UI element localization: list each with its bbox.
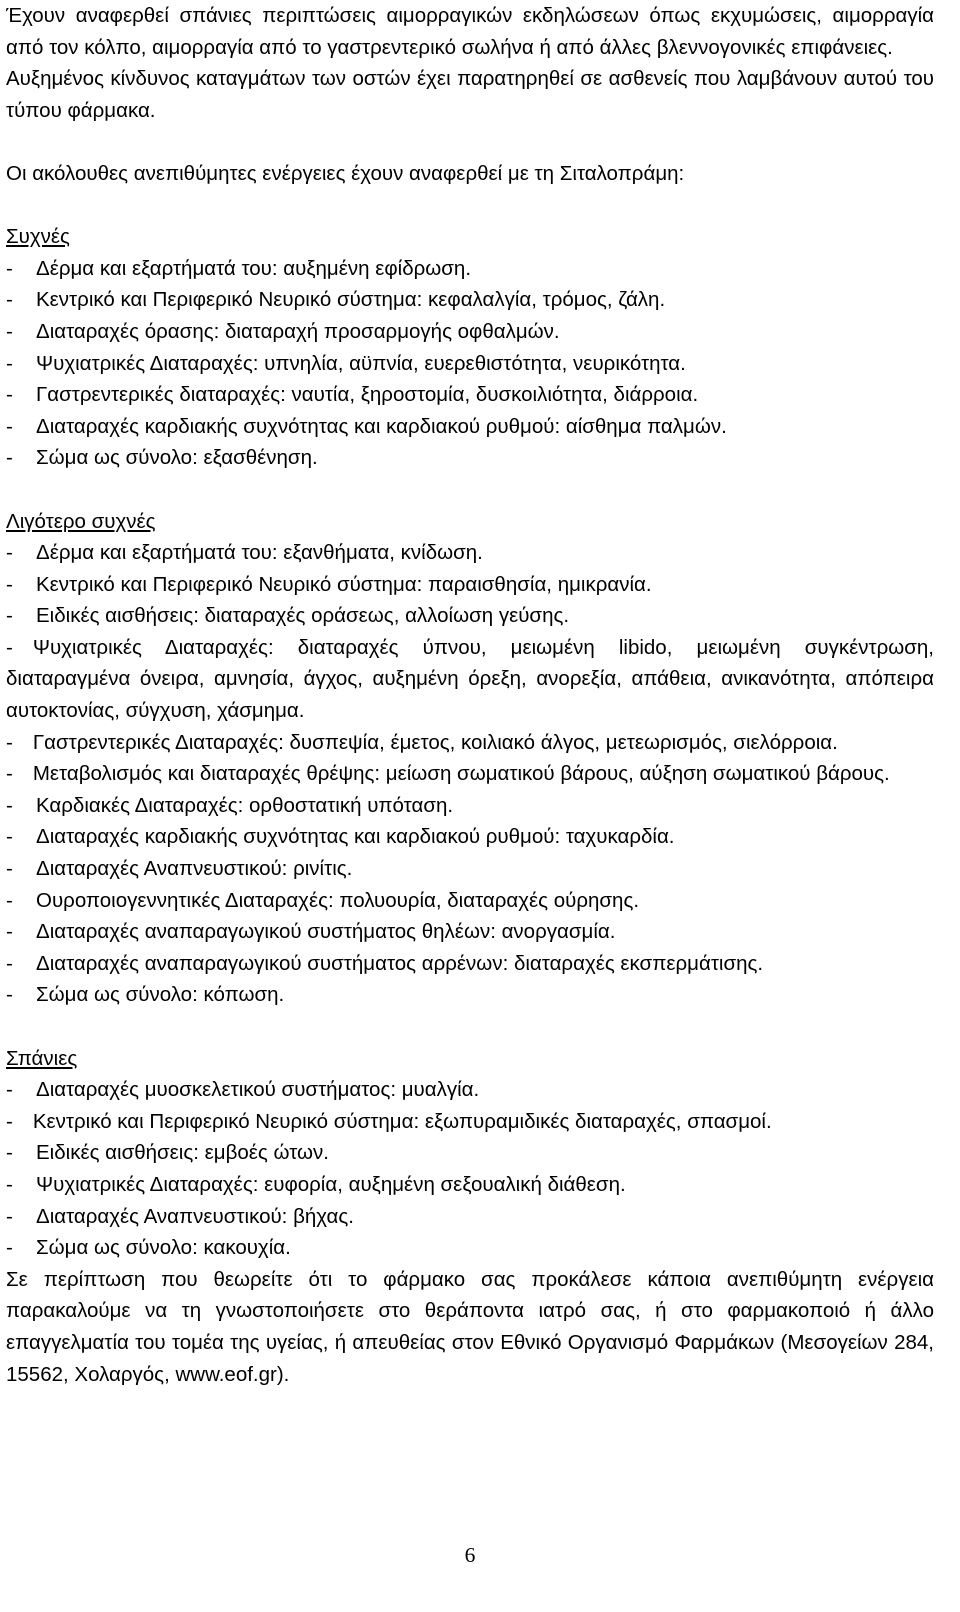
- list-item: [6, 1137, 934, 1169]
- dash-marker: -: [6, 920, 13, 944]
- lead-sentence: Οι ακόλουθες ανεπιθύμητες ενέργειες έχουν αναφερθεί με τη Σιταλοπράμη:: [6, 161, 685, 185]
- list-item: [6, 916, 934, 948]
- list-item-text: Σώμα ως σύνολο: κακουχία.: [36, 1236, 291, 1260]
- list-item: [6, 316, 934, 348]
- intro-paragraph-2: Αυξημένος κίνδυνος καταγμάτων των οστών έχει παρατηρηθεί σε ασθενείς που λαμβάνουν αυτού του τύπου φάρμακα.: [6, 67, 934, 122]
- intro-paragraph-1: Έχουν αναφερθεί σπάνιες περιπτώσεις αιμορραγικών εκδηλώσεων όπως εκχυμώσεις, αιμορραγία από τον κόλπο, αιμορραγία από το γαστρεντερικό σωλήνα ή από άλλες βλεννογονικές επιφάνειες.: [6, 4, 934, 59]
- dash-marker: -: [6, 1109, 13, 1133]
- list-item-wrapped: [6, 632, 934, 727]
- dash-marker: -: [6, 951, 13, 975]
- dash-marker: -: [6, 825, 13, 849]
- list-item-text: Κεντρικό και Περιφερικό Νευρικό σύστημα: εξωπυραμιδικές διαταραχές, σπασμοί.: [32, 1109, 772, 1133]
- list-item: [6, 1169, 934, 1201]
- list-item-text: Διαταραχές Αναπνευστικού: ρινίτις.: [36, 857, 353, 881]
- section-frequent: [6, 221, 934, 474]
- list-item-text: Διαταραχές Αναπνευστικού: βήχας.: [36, 1204, 354, 1228]
- dash-marker: -: [6, 351, 13, 375]
- list-item: [6, 790, 934, 822]
- dash-marker: -: [6, 256, 13, 280]
- dash-marker: -: [6, 288, 13, 312]
- list-item-text: Δέρμα και εξαρτήματά του: αυξημένη εφίδρωση.: [36, 256, 472, 280]
- list-item-text: Γαστρεντερικές διαταραχές: ναυτία, ξηροστομία, δυσκοιλιότητα, διάρροια.: [36, 383, 699, 407]
- list-item: [6, 1201, 934, 1233]
- dash-marker: -: [6, 446, 13, 470]
- dash-marker: -: [6, 888, 13, 912]
- list-item: [6, 853, 934, 885]
- dash-marker: -: [6, 319, 13, 343]
- list-item: [6, 442, 934, 474]
- section-heading: Συχνές: [6, 225, 70, 249]
- list-item: [6, 885, 934, 917]
- dash-marker: -: [6, 635, 13, 659]
- list-item: [6, 253, 934, 285]
- list-item-text: Ψυχιατρικές Διαταραχές: ευφορία, αυξημένη σεξουαλική διάθεση.: [36, 1172, 626, 1196]
- list-item-text: Διαταραχές καρδιακής συχνότητας και καρδιακού ρυθμού: ταχυκαρδία.: [36, 825, 675, 849]
- list-item-wrapped: [6, 727, 934, 759]
- list-item-text: Διαταραχές μυοσκελετικού συστήματος: μυαλγία.: [36, 1078, 480, 1102]
- dash-marker: -: [6, 857, 13, 881]
- dash-marker: -: [6, 383, 13, 407]
- list-item: [6, 979, 934, 1011]
- list-item: [6, 600, 934, 632]
- dash-marker: -: [6, 730, 13, 754]
- list-item-text: Κεντρικό και Περιφερικό Νευρικό σύστημα: παραισθησία, ημικρανία.: [36, 572, 652, 596]
- section-heading: Λιγότερο συχνές: [6, 509, 156, 533]
- dash-marker: -: [6, 1172, 13, 1196]
- list-item: [6, 821, 934, 853]
- list-item-text: Καρδιακές Διαταραχές: ορθοστατική υπόταση.: [36, 793, 454, 817]
- dash-marker: -: [6, 414, 13, 438]
- document-page: [6, 0, 934, 1390]
- list-item: [6, 1232, 934, 1264]
- list-item: [6, 348, 934, 380]
- list-item-text: Ειδικές αισθήσεις: διαταραχές οράσεως, αλλοίωση γεύσης.: [36, 604, 570, 628]
- list-item: [6, 537, 934, 569]
- list-item-text: Σώμα ως σύνολο: κόπωση.: [36, 983, 285, 1007]
- page-number: 6: [464, 1543, 476, 1567]
- dash-marker: -: [6, 1236, 13, 1260]
- list-item-text: Ψυχιατρικές Διαταραχές: υπνηλία, αϋπνία, ευερεθιστότητα, νευρικότητα.: [36, 351, 686, 375]
- dash-marker: -: [6, 983, 13, 1007]
- list-item-wrapped: [6, 758, 934, 790]
- dash-marker: -: [6, 604, 13, 628]
- dash-marker: -: [6, 1204, 13, 1228]
- closing-paragraph: Σε περίπτωση που θεωρείτε ότι το φάρμακο σας προκάλεσε κάποια ανεπιθύμητη ενέργεια παρακαλούμε να τη γνωστοποιήσετε στο θεράποντα ιατρό σας, ή στο φαρμακοποιό ή άλλο επαγγελματία του τομέα της υγείας, ή απευθείας στον Εθνικό Οργανισμό Φαρμάκων (Μεσογείων 284, 15562, Χολαργός, www.eof.gr).: [6, 1267, 934, 1386]
- dash-marker: -: [6, 541, 13, 565]
- list-item: [6, 284, 934, 316]
- list-item-text: Διαταραχές καρδιακής συχνότητας και καρδιακού ρυθμού: αίσθημα παλμών.: [36, 414, 727, 438]
- list-item: [6, 411, 934, 443]
- list-item-text: Κεντρικό και Περιφερικό Νευρικό σύστημα: κεφαλαλγία, τρόμος, ζάλη.: [36, 288, 666, 312]
- list-item-text: Διαταραχές όρασης: διαταραχή προσαρμογής οφθαλμών.: [36, 319, 560, 343]
- list-item-text: Μεταβολισμός και διαταραχές θρέψης: μείωση σωματικού βάρους, αύξηση σωματικού βάρους.: [32, 762, 890, 786]
- list-item-text: Διαταραχές αναπαραγωγικού συστήματος αρρένων: διαταραχές εκσπερμάτισης.: [36, 951, 764, 975]
- dash-marker: -: [6, 572, 13, 596]
- dash-marker: -: [6, 793, 13, 817]
- list-item-text: Δέρμα και εξαρτήματά του: εξανθήματα, κνίδωση.: [36, 541, 483, 565]
- list-item: [6, 1074, 934, 1106]
- dash-marker: -: [6, 1078, 13, 1102]
- list-item-text: Διαταραχές αναπαραγωγικού συστήματος θηλέων: ανοργασμία.: [36, 920, 616, 944]
- dash-marker: -: [6, 762, 13, 786]
- section-less-frequent: [6, 506, 934, 1012]
- section-heading: Σπάνιες: [6, 1046, 78, 1070]
- list-item-wrapped: [6, 1106, 934, 1138]
- list-item: [6, 569, 934, 601]
- list-item-text: Ψυχιατρικές Διαταραχές: διαταραχές ύπνου, μειωμένη libido, μειωμένη συγκέντρωση, διαταραγμένα όνειρα, αμνησία, άγχος, αυξημένη όρεξη, ανορεξία, απάθεια, ανικανότητα, απόπειρα αυτοκτονίας, σύγχυση, χάσμημα.: [6, 635, 934, 723]
- list-item-text: Γαστρεντερικές Διαταραχές: δυσπεψία, έμετος, κοιλιακό άλγος, μετεωρισμός, σιελόρροια.: [32, 730, 838, 754]
- list-item-text: Ειδικές αισθήσεις: εμβοές ώτων.: [36, 1141, 329, 1165]
- section-rare: [6, 1043, 934, 1264]
- list-item: [6, 948, 934, 980]
- list-item-text: Ουροποιογεννητικές Διαταραχές: πολυουρία, διαταραχές ούρησης.: [36, 888, 640, 912]
- list-item-text: Σώμα ως σύνολο: εξασθένηση.: [36, 446, 318, 470]
- dash-marker: -: [6, 1141, 13, 1165]
- list-item: [6, 379, 934, 411]
